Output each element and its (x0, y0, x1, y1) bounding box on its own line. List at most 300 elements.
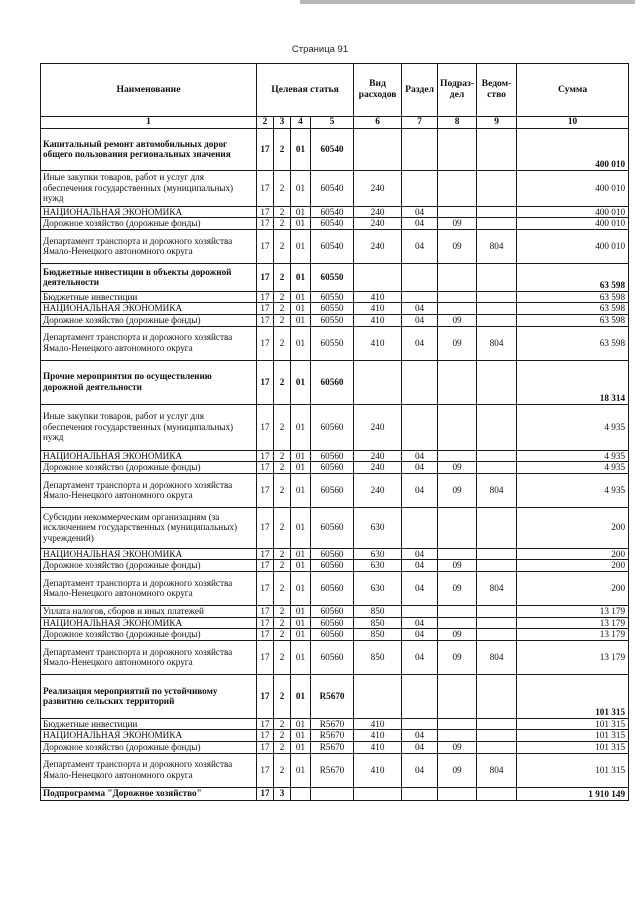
target-code-direction: R5670 (311, 718, 354, 730)
amount: 4 935 (517, 404, 629, 450)
target-code-event: 01 (291, 718, 311, 730)
target-code-event: 01 (291, 730, 311, 742)
subsection: 09 (438, 218, 477, 230)
target-code-subprogram: 2 (274, 326, 291, 360)
row-name: Департамент транспорта и дорожного хозяйства Ямало-Ненецкого автономного округа (41, 473, 257, 507)
amount: 13 179 (517, 617, 629, 629)
amount: 200 (517, 548, 629, 560)
target-code-subprogram: 2 (274, 548, 291, 560)
table-row (41, 206, 629, 218)
amount: 400 010 (517, 170, 629, 206)
column-number-row (41, 117, 629, 129)
department-code (477, 462, 517, 474)
subsection (438, 303, 477, 315)
table-row (41, 753, 629, 787)
col-number: 6 (354, 117, 402, 129)
section (402, 718, 438, 730)
amount: 13 179 (517, 605, 629, 617)
target-code-direction: 60560 (311, 507, 354, 548)
target-code-program: 17 (257, 404, 274, 450)
department-code (477, 629, 517, 641)
amount: 63 598 (517, 291, 629, 303)
row-name: Дорожное хозяйство (дорожные фонды) (41, 629, 257, 641)
expense-type: 240 (354, 218, 402, 230)
col-number: 4 (291, 117, 311, 129)
col-number: 9 (477, 117, 517, 129)
row-name: Дорожное хозяйство (дорожные фонды) (41, 462, 257, 474)
target-code-direction: 60560 (311, 404, 354, 450)
department-code: 804 (477, 229, 517, 263)
target-code-event: 01 (291, 218, 311, 230)
table-row (41, 507, 629, 548)
target-code-program: 17 (257, 718, 274, 730)
amount: 200 (517, 507, 629, 548)
target-code-event: 01 (291, 753, 311, 787)
table-row (41, 462, 629, 474)
subsection: 09 (438, 571, 477, 605)
row-name: НАЦИОНАЛЬНАЯ ЭКОНОМИКА (41, 548, 257, 560)
row-name: Дорожное хозяйство (дорожные фонды) (41, 560, 257, 572)
row-name: Субсидии некоммерческим организациям (за исключением государственных (муниципальных) учреждений) (41, 507, 257, 548)
target-code-direction: R5670 (311, 674, 354, 718)
amount: 4 935 (517, 450, 629, 462)
target-code-program: 17 (257, 560, 274, 572)
target-code-subprogram: 2 (274, 629, 291, 641)
target-code-event: 01 (291, 206, 311, 218)
subsection: 09 (438, 560, 477, 572)
subsection (438, 730, 477, 742)
target-code-event: 01 (291, 617, 311, 629)
target-code-event: 01 (291, 291, 311, 303)
target-code-program: 17 (257, 640, 274, 674)
expense-type: 410 (354, 303, 402, 315)
department-code: 804 (477, 326, 517, 360)
target-code-program: 17 (257, 462, 274, 474)
subsection (438, 548, 477, 560)
expense-type (354, 674, 402, 718)
target-code-program: 17 (257, 730, 274, 742)
header-target: Целевая статья (257, 64, 354, 117)
target-code-program: 17 (257, 617, 274, 629)
target-code-subprogram: 2 (274, 450, 291, 462)
row-name: Уплата налогов, сборов и иных платежей (41, 605, 257, 617)
target-code-direction: 60560 (311, 617, 354, 629)
subsection (438, 450, 477, 462)
table-row (41, 170, 629, 206)
target-code-subprogram: 2 (274, 303, 291, 315)
row-name: Департамент транспорта и дорожного хозяйства Ямало-Ненецкого автономного округа (41, 571, 257, 605)
department-code (477, 450, 517, 462)
section: 04 (402, 450, 438, 462)
table-row (41, 303, 629, 315)
section: 04 (402, 640, 438, 674)
target-code-subprogram: 2 (274, 263, 291, 291)
section: 04 (402, 473, 438, 507)
target-code-direction: 60540 (311, 206, 354, 218)
target-code-program: 17 (257, 548, 274, 560)
target-code-program: 17 (257, 128, 274, 170)
target-code-program: 17 (257, 507, 274, 548)
row-name: Департамент транспорта и дорожного хозяйства Ямало-Ненецкого автономного округа (41, 753, 257, 787)
table-row (41, 605, 629, 617)
target-code-subprogram: 2 (274, 291, 291, 303)
row-name: Бюджетные инвестиции (41, 718, 257, 730)
expense-type: 630 (354, 507, 402, 548)
department-code (477, 730, 517, 742)
expense-type (354, 360, 402, 404)
row-name: Дорожное хозяйство (дорожные фонды) (41, 314, 257, 326)
target-code-subprogram: 2 (274, 206, 291, 218)
col-number: 8 (438, 117, 477, 129)
target-code-program: 17 (257, 674, 274, 718)
subsection (438, 170, 477, 206)
target-code-direction: 60540 (311, 218, 354, 230)
department-code (477, 360, 517, 404)
target-code-program: 17 (257, 473, 274, 507)
section: 04 (402, 560, 438, 572)
department-code (477, 263, 517, 291)
table-row (41, 326, 629, 360)
section: 04 (402, 206, 438, 218)
row-name: НАЦИОНАЛЬНАЯ ЭКОНОМИКА (41, 206, 257, 218)
header-podrazdel: Подраз-дел (438, 64, 477, 117)
amount: 400 010 (517, 128, 629, 170)
target-code-direction: 60560 (311, 462, 354, 474)
amount: 1 910 149 (517, 787, 629, 800)
target-code-direction: 60550 (311, 326, 354, 360)
amount: 101 315 (517, 718, 629, 730)
table-row (41, 640, 629, 674)
row-name: Прочие мероприятия по осуществлению дорожной деятельности (41, 360, 257, 404)
table-body (41, 128, 629, 800)
target-code-event: 01 (291, 640, 311, 674)
expense-type: 410 (354, 291, 402, 303)
department-code (477, 170, 517, 206)
row-name: Департамент транспорта и дорожного хозяйства Ямало-Ненецкого автономного округа (41, 229, 257, 263)
expense-type: 410 (354, 741, 402, 753)
target-code-subprogram: 2 (274, 718, 291, 730)
subsection: 09 (438, 640, 477, 674)
target-code-subprogram: 2 (274, 473, 291, 507)
target-code-direction (311, 787, 354, 800)
target-code-event: 01 (291, 450, 311, 462)
table-row (41, 473, 629, 507)
target-code-subprogram: 2 (274, 507, 291, 548)
row-name: НАЦИОНАЛЬНАЯ ЭКОНОМИКА (41, 730, 257, 742)
target-code-program: 17 (257, 229, 274, 263)
target-code-direction: 60550 (311, 291, 354, 303)
target-code-program: 17 (257, 741, 274, 753)
section: 04 (402, 548, 438, 560)
row-name: Иные закупки товаров, работ и услуг для обеспечения государственных (муниципальных) нужд (41, 170, 257, 206)
target-code-program: 17 (257, 450, 274, 462)
target-code-event: 01 (291, 360, 311, 404)
expense-type (354, 128, 402, 170)
target-code-event: 01 (291, 674, 311, 718)
amount: 101 315 (517, 730, 629, 742)
amount: 101 315 (517, 753, 629, 787)
row-name: Капитальный ремонт автомобильных дорог общего пользования региональных значения (41, 128, 257, 170)
section (402, 605, 438, 617)
section (402, 787, 438, 800)
section (402, 291, 438, 303)
table-row (41, 450, 629, 462)
budget-table (40, 63, 629, 801)
target-code-event: 01 (291, 314, 311, 326)
row-name: Дорожное хозяйство (дорожные фонды) (41, 218, 257, 230)
expense-type: 240 (354, 473, 402, 507)
subsection: 09 (438, 326, 477, 360)
target-code-direction: 60560 (311, 629, 354, 641)
section (402, 404, 438, 450)
target-code-program: 17 (257, 263, 274, 291)
expense-type: 850 (354, 640, 402, 674)
department-code (477, 128, 517, 170)
target-code-program: 17 (257, 629, 274, 641)
target-code-event: 01 (291, 326, 311, 360)
amount: 63 598 (517, 263, 629, 291)
target-code-event: 01 (291, 473, 311, 507)
target-code-event: 01 (291, 462, 311, 474)
expense-type: 410 (354, 314, 402, 326)
row-name: Реализация мероприятий по устойчивому развитию сельских территорий (41, 674, 257, 718)
target-code-subprogram: 2 (274, 314, 291, 326)
target-code-direction: 60540 (311, 170, 354, 206)
department-code (477, 314, 517, 326)
target-code-event: 01 (291, 303, 311, 315)
amount: 63 598 (517, 303, 629, 315)
department-code (477, 291, 517, 303)
target-code-subprogram: 3 (274, 787, 291, 800)
expense-type (354, 787, 402, 800)
header-vid: Вид расходов (354, 64, 402, 117)
department-code (477, 206, 517, 218)
target-code-program: 17 (257, 753, 274, 787)
target-code-event: 01 (291, 263, 311, 291)
expense-type: 630 (354, 560, 402, 572)
target-code-event: 01 (291, 629, 311, 641)
header-name: Наименование (41, 64, 257, 117)
subsection (438, 360, 477, 404)
target-code-event: 01 (291, 507, 311, 548)
amount: 400 010 (517, 206, 629, 218)
subsection (438, 404, 477, 450)
department-code (477, 718, 517, 730)
section: 04 (402, 730, 438, 742)
target-code-program: 17 (257, 206, 274, 218)
target-code-event: 01 (291, 548, 311, 560)
target-code-subprogram: 2 (274, 560, 291, 572)
subsection (438, 605, 477, 617)
section: 04 (402, 303, 438, 315)
amount: 13 179 (517, 629, 629, 641)
page-number-label: Страница 91 (291, 44, 349, 55)
expense-type: 410 (354, 730, 402, 742)
target-code-subprogram: 2 (274, 170, 291, 206)
expense-type: 410 (354, 326, 402, 360)
row-name: Подпрограмма "Дорожное хозяйство" (41, 787, 257, 800)
row-name: Департамент транспорта и дорожного хозяйства Ямало-Ненецкого автономного округа (41, 326, 257, 360)
col-number: 5 (311, 117, 354, 129)
target-code-direction: 60550 (311, 303, 354, 315)
target-code-subprogram: 2 (274, 229, 291, 263)
row-name: НАЦИОНАЛЬНАЯ ЭКОНОМИКА (41, 303, 257, 315)
expense-type: 240 (354, 404, 402, 450)
target-code-program: 17 (257, 218, 274, 230)
target-code-event: 01 (291, 404, 311, 450)
budget-table-container (40, 63, 628, 801)
target-code-event: 01 (291, 128, 311, 170)
section (402, 360, 438, 404)
department-code (477, 548, 517, 560)
department-code (477, 560, 517, 572)
department-code: 804 (477, 753, 517, 787)
table-row (41, 360, 629, 404)
target-code-program: 17 (257, 291, 274, 303)
target-code-program: 17 (257, 170, 274, 206)
target-code-direction: 60540 (311, 229, 354, 263)
target-code-direction: 60560 (311, 571, 354, 605)
target-code-direction: 60560 (311, 605, 354, 617)
department-code (477, 787, 517, 800)
target-code-direction: R5670 (311, 753, 354, 787)
target-code-subprogram: 2 (274, 571, 291, 605)
target-code-program: 17 (257, 303, 274, 315)
amount: 200 (517, 571, 629, 605)
target-code-program: 17 (257, 360, 274, 404)
scan-edge-mark (300, 0, 635, 4)
target-code-direction: 60560 (311, 473, 354, 507)
section: 04 (402, 753, 438, 787)
amount: 13 179 (517, 640, 629, 674)
target-code-direction: 60560 (311, 450, 354, 462)
department-code (477, 741, 517, 753)
section: 04 (402, 629, 438, 641)
row-name: НАЦИОНАЛЬНАЯ ЭКОНОМИКА (41, 450, 257, 462)
section: 04 (402, 229, 438, 263)
target-code-program: 17 (257, 326, 274, 360)
target-code-direction: 60560 (311, 560, 354, 572)
subsection (438, 718, 477, 730)
section (402, 263, 438, 291)
expense-type: 240 (354, 206, 402, 218)
target-code-subprogram: 2 (274, 741, 291, 753)
section: 04 (402, 326, 438, 360)
department-code: 804 (477, 571, 517, 605)
table-row (41, 571, 629, 605)
table-row (41, 718, 629, 730)
subsection (438, 206, 477, 218)
header-razdel: Раздел (402, 64, 438, 117)
target-code-direction: 60550 (311, 263, 354, 291)
target-code-event: 01 (291, 605, 311, 617)
col-number: 10 (517, 117, 629, 129)
target-code-direction: R5670 (311, 741, 354, 753)
section (402, 674, 438, 718)
table-row (41, 314, 629, 326)
amount: 400 010 (517, 229, 629, 263)
subsection: 09 (438, 753, 477, 787)
subsection (438, 507, 477, 548)
target-code-event: 01 (291, 571, 311, 605)
department-code: 804 (477, 473, 517, 507)
amount: 63 598 (517, 314, 629, 326)
section: 04 (402, 462, 438, 474)
target-code-subprogram: 2 (274, 674, 291, 718)
table-row (41, 128, 629, 170)
amount: 18 314 (517, 360, 629, 404)
table-row (41, 629, 629, 641)
target-code-subprogram: 2 (274, 617, 291, 629)
subsection (438, 617, 477, 629)
table-row (41, 787, 629, 800)
table-row (41, 218, 629, 230)
subsection (438, 263, 477, 291)
section (402, 170, 438, 206)
amount: 4 935 (517, 473, 629, 507)
target-code-subprogram: 2 (274, 605, 291, 617)
table-row (41, 263, 629, 291)
expense-type: 410 (354, 753, 402, 787)
col-number: 3 (274, 117, 291, 129)
target-code-subprogram: 2 (274, 730, 291, 742)
expense-type: 850 (354, 617, 402, 629)
subsection: 09 (438, 741, 477, 753)
table-row (41, 560, 629, 572)
subsection: 09 (438, 462, 477, 474)
expense-type: 240 (354, 170, 402, 206)
department-code (477, 617, 517, 629)
target-code-event: 01 (291, 741, 311, 753)
target-code-direction: R5670 (311, 730, 354, 742)
subsection (438, 291, 477, 303)
target-code-program: 17 (257, 314, 274, 326)
section (402, 128, 438, 170)
row-name: Бюджетные инвестиции (41, 291, 257, 303)
department-code (477, 303, 517, 315)
header-vedomstvo: Ведом-ство (477, 64, 517, 117)
row-name: Департамент транспорта и дорожного хозяйства Ямало-Ненецкого автономного округа (41, 640, 257, 674)
col-number: 7 (402, 117, 438, 129)
amount: 400 010 (517, 218, 629, 230)
table-row (41, 617, 629, 629)
target-code-subprogram: 2 (274, 753, 291, 787)
department-code (477, 674, 517, 718)
target-code-event (291, 787, 311, 800)
target-code-subprogram: 2 (274, 462, 291, 474)
subsection (438, 674, 477, 718)
department-code (477, 218, 517, 230)
target-code-event: 01 (291, 229, 311, 263)
amount: 63 598 (517, 326, 629, 360)
col-number: 2 (257, 117, 274, 129)
expense-type: 240 (354, 450, 402, 462)
table-row (41, 291, 629, 303)
expense-type (354, 263, 402, 291)
section: 04 (402, 617, 438, 629)
col-number: 1 (41, 117, 257, 129)
target-code-program: 17 (257, 571, 274, 605)
department-code (477, 507, 517, 548)
row-name: Иные закупки товаров, работ и услуг для обеспечения государственных (муниципальных) нужд (41, 404, 257, 450)
target-code-program: 17 (257, 605, 274, 617)
header-summa: Сумма (517, 64, 629, 117)
target-code-subprogram: 2 (274, 360, 291, 404)
department-code (477, 404, 517, 450)
subsection: 09 (438, 229, 477, 263)
subsection: 09 (438, 473, 477, 507)
target-code-subprogram: 2 (274, 128, 291, 170)
